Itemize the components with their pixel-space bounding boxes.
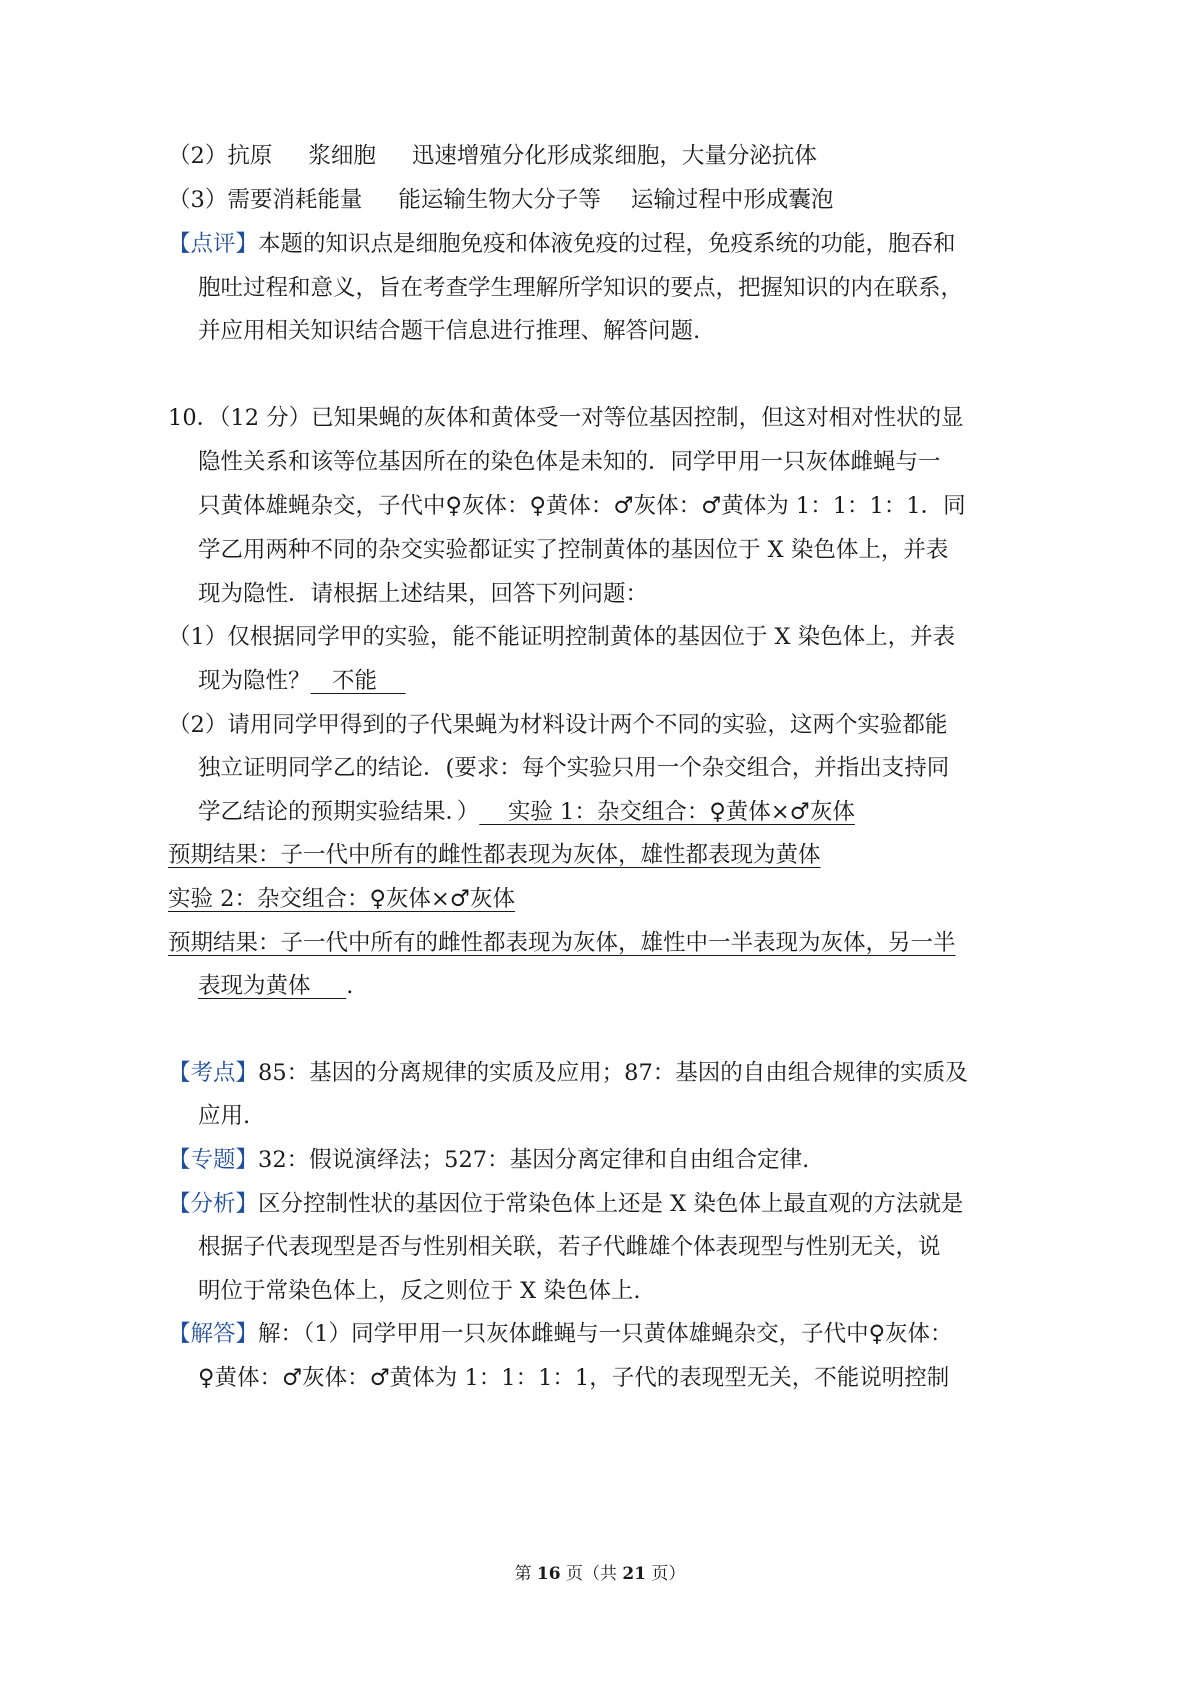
- fenxi-line: 明位于常染色体上，反之则位于 X 染色体上.: [198, 1278, 641, 1304]
- q10-stem-line: 10．（12 分）已知果蝇的灰体和黄体受一对等位基因控制，但这对相对性状的显: [168, 405, 964, 431]
- q10-sub1-line: [198, 666, 406, 696]
- q10-sub1-line: （1）仅根据同学甲的实验，能不能证明控制黄体的基因位于 X 染色体上，并表: [168, 624, 956, 650]
- comment-line: 并应用相关知识结合题干信息进行推理、解答问题.: [198, 318, 701, 344]
- zhuanti-line: [168, 1145, 809, 1175]
- q10-sub2-answer: 预期结果：子一代中所有的雌性都表现为灰体，雄性都表现为黄体: [168, 842, 821, 868]
- kaodian-line: 应用.: [198, 1103, 251, 1129]
- page-footer: [0, 1562, 1200, 1586]
- answer-part: 浆细胞: [308, 143, 376, 169]
- q10-sub2-answer: [198, 971, 353, 1001]
- answer-part: 需要消耗能量: [227, 187, 363, 213]
- q10-sub2-answer: 实验 2：杂交组合：♀灰体×♂灰体: [168, 886, 515, 912]
- page-total: 21: [622, 1564, 647, 1584]
- jieda-line: ♀黄体：♂灰体：♂黄体为 1：1：1：1，子代的表现型无关，不能说明控制: [198, 1365, 950, 1391]
- q10-sub2-answer: [479, 799, 855, 825]
- answer-part: 运输过程中形成囊泡: [630, 187, 834, 213]
- answer-number: （2）: [168, 143, 228, 169]
- q10-sub2-answer: 预期结果：子一代中所有的雌性都表现为灰体，雄性中一半表现为灰体，另一半: [168, 930, 956, 956]
- kaodian-line: [168, 1058, 968, 1088]
- kaodian-tag: 【考点】: [168, 1060, 259, 1086]
- answer-3: [168, 185, 833, 215]
- footer-text: 页）: [651, 1564, 686, 1584]
- q10-stem-line: 隐性关系和该等位基因所在的染色体是未知的．同学甲用一只灰体雌蝇与一: [198, 449, 941, 475]
- answer-2: [168, 141, 817, 171]
- comment-line: 胞吐过程和意义，旨在考查学生理解所学知识的要点，把握知识的内在联系，: [198, 275, 964, 301]
- answer-number: （3）: [168, 187, 228, 213]
- q10-sub2-line: 独立证明同学乙的结论．(要求：每个实验只用一个杂交组合，并指出支持同: [198, 755, 950, 781]
- q10-sub2-line: [198, 797, 855, 827]
- q10-sub1-answer: [311, 668, 406, 694]
- q10-stem-line: 现为隐性．请根据上述结果，回答下列问题：: [198, 581, 649, 607]
- kaodian-text: 85：基因的分离规律的实质及应用；87：基因的自由组合规律的实质及: [258, 1060, 968, 1086]
- end-mark: .: [346, 973, 354, 999]
- comment-text: 本题的知识点是细胞免疫和体液免疫的过程，免疫系统的功能，胞吞和: [258, 231, 956, 257]
- answer-part: 抗原: [227, 143, 273, 169]
- comment-line: [168, 229, 956, 259]
- zhuanti-text: 32：假说演绎法；527：基因分离定律和自由组合定律.: [258, 1147, 810, 1173]
- fenxi-line: [168, 1189, 963, 1219]
- q10-sub2-text: 学乙结论的预期实验结果．）: [198, 799, 480, 825]
- q10-stem-line: 学乙用两种不同的杂交实验都证实了控制黄体的基因位于 X 染色体上，并表: [198, 537, 949, 563]
- footer-text: 页（共: [566, 1564, 617, 1584]
- comment-tag: 【点评】: [168, 231, 259, 257]
- zhuanti-tag: 【专题】: [168, 1147, 259, 1173]
- jieda-text: 解：（1）同学甲用一只灰体雌蝇与一只黄体雄蝇杂交，子代中♀灰体：: [258, 1321, 953, 1347]
- footer-text: 第: [514, 1564, 532, 1584]
- jieda-tag: 【解答】: [168, 1321, 259, 1347]
- answer-text: 不能: [331, 668, 377, 694]
- jieda-line: [168, 1319, 953, 1349]
- q10-sub1-text: 现为隐性？: [198, 668, 311, 694]
- answer-text: [198, 973, 346, 999]
- fenxi-text: 区分控制性状的基因位于常染色体上还是 X 染色体上最直观的方法就是: [258, 1191, 964, 1217]
- q10-sub2-line: （2）请用同学甲得到的子代果蝇为材料设计两个不同的实验，这两个实验都能: [168, 712, 948, 738]
- q10-stem-line: 只黄体雄蝇杂交，子代中♀灰体：♀黄体：♂灰体：♂黄体为 1：1：1：1．同: [198, 493, 966, 519]
- page-number: 16: [536, 1564, 561, 1584]
- answer-text: 实验 1：杂交组合：♀黄体×♂灰体: [507, 799, 855, 825]
- fenxi-tag: 【分析】: [168, 1191, 259, 1217]
- answer-part: 迅速增殖分化形成浆细胞，大量分泌抗体: [411, 143, 817, 169]
- fenxi-line: 根据子代表现型是否与性别相关联，若子代雌雄个体表现型与性别无关，说: [198, 1234, 941, 1260]
- answer-text: 表现为黄体: [198, 973, 311, 999]
- answer-part: 能运输生物大分子等: [398, 187, 601, 213]
